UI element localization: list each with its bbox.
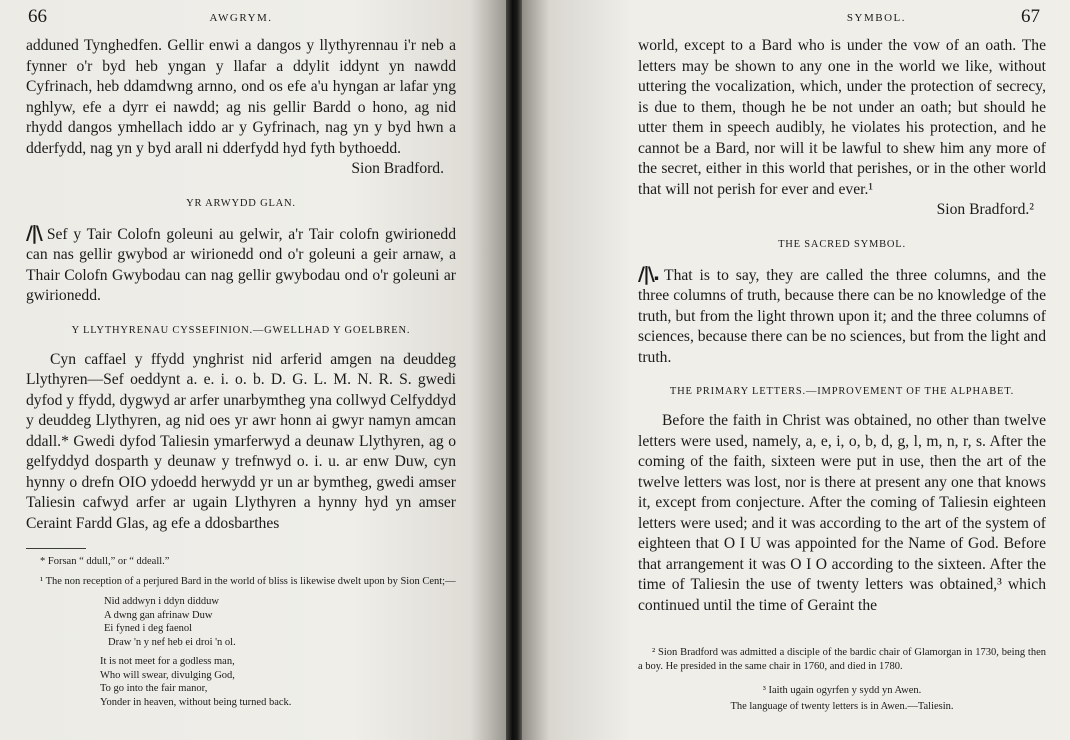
book-gutter <box>506 0 522 740</box>
english-poem <box>100 655 456 709</box>
left-signature: Sion Bradford. <box>351 160 444 177</box>
three-rays-symbol-icon: /|\ <box>26 221 41 244</box>
right-running-title: SYMBOL. <box>846 12 906 24</box>
left-running-head <box>26 6 456 32</box>
three-rays-symbol-icon: /|\. <box>638 262 659 285</box>
right-page-number: 67 <box>1021 6 1040 27</box>
left-paragraph-1: adduned Tynghedfen. Gellir enwi a dangos y llythyrennau i'r neb a fynner o'r byd heb yngan y llafar a ddylit iddynt yn nawdd Cyfrinach, heb ddamdwng arnno, ond os efe a'u hyngan ar lafar yng nghlyw, efe a dyrr ei nawdd; ag nis gellir Bardd o hono, ag nid rhydd dangos ymhellach iddo ar y Gyfrinach, nag yn y byd hwn a dderfydd, nag yn y byd arall ni dderfydd hyd fyth bythoedd. <box>26 37 456 157</box>
right-paragraph-2-text: That is to say, they are called the three columns, and the three columns of truth, because there can be no knowledge of the truth, but from the light thrown upon it; and the three columns of sciences, because there can be no sciences, but from the light and truth. <box>638 266 1046 366</box>
poem-line: Ei fyned i deg faenol <box>104 623 193 634</box>
right-paragraph-2 <box>638 264 1046 369</box>
left-heading-sacred-symbol: YR ARWYDD GLAN. <box>186 197 296 209</box>
right-footnote-2: ² Sion Bradford was admitted a disciple of the bardic chair of Glamorgan in 1730, being then a boy. He presided in the same chair in 1760, and died in 1780. <box>638 647 1046 672</box>
left-footnote-star: * Forsan “ ddull,” or “ ddeall.” <box>40 556 170 567</box>
right-heading-sacred-symbol: THE SACRED SYMBOL. <box>778 238 906 250</box>
left-paragraph-3: Cyn caffael y ffydd ynghrist nid arferid amgen na deuddeg Llythyren—Sef oeddynt a. e. i. o. b. D. G. L. M. N. R. S. gwedi dyfod y ffydd, dygwyd ar arfer unarbymtheg yna collwyd Celfyddyd y deuddeg Llythyren, ag nid oes yr awr honn ai gwyr namyn amcan ddall.* Gwedi dyfod Taliesin ymarferwyd a deunaw Llythyren, ag o gelfyddyd dosparth y deunaw y trefnwyd o. i. u. ar enw Duw, cyn hynny o drefn OIO ydoedd herwydd yr un ar bymtheg, gwedi amser Taliesin cafwyd arfer ar ugain Llythyren a hynny hyd yn amser Ceraint Fardd Glas, ag efe a ddosbarthes <box>26 350 456 532</box>
poem-line: Yonder in heaven, without being turned back. <box>100 696 292 708</box>
right-footnotes <box>638 646 1046 714</box>
right-footnote-3-english: The language of twenty letters is in Awen.—Taliesin. <box>730 701 954 712</box>
poem-line: Nid addwyn i ddyn didduw <box>104 596 219 607</box>
left-paragraph-2-text: Sef y Tair Colofn goleuni au gelwir, a'r Tair colofn gwirionedd can nas gellir gwybod ar wirionedd ond o'r goleuni a geir arnaw, a Thair Colofn Gwybodau can nag gellir gwybodau ond o'r goleuni ar gwirionedd. <box>26 225 456 304</box>
left-footnote-rule <box>26 548 86 549</box>
welsh-poem <box>104 595 456 649</box>
poem-line: It is not meet for a godless man, <box>100 656 235 667</box>
right-heading-primary-letters: THE PRIMARY LETTERS.—IMPROVEMENT OF THE ALPHABET. <box>669 386 1015 397</box>
right-running-head <box>638 6 1046 32</box>
right-paragraph-1: world, except to a Bard who is under the vow of an oath. The letters may be shown to any one in the world we like, without uttering the vocalization, which, under the protection of secrecy, is due to them, though he be not under an oath; but should he utter them in speech audibly, he violates his protection, and he cannot be a Bard, nor will it be lawful to shew him any more of the secret, either in this world that perishes, or in the other world that will not perish for ever and ever.¹ <box>638 37 1046 198</box>
left-paragraph-2 <box>26 223 456 307</box>
left-heading-primary-letters: Y LLYTHYRENAU CYSSEFINION.—GWELLHAD Y GOELBREN. <box>71 324 411 336</box>
poem-line: Who will swear, divulging God, <box>100 669 235 681</box>
poem-line: To go into the fair manor, <box>100 683 208 694</box>
left-running-title: AWGRYM. <box>209 12 273 24</box>
right-paragraph-3: Before the faith in Christ was obtained, no other than twelve letters were used, namely, a, e, i, o, b, d, g, l, m, n, r, s. After the coming of the faith, sixteen were put in use, then the art of the twelve letters was lost, nor is there at present any one that knows it, except from conjecture. After the coming of Taliesin eighteen letters were used; and it was according to the art of the system of eighteen that O I U was appointed for the Name of God. Before that arrangement it was O I O according to the sixteen. After the time of Taliesin the use of twenty letters was obtained,³ which continued until the time of Geraint the <box>638 412 1046 614</box>
right-signature: Sion Bradford.² <box>936 201 1034 218</box>
poem-line: Draw 'n y nef heb ei droi 'n ol. <box>108 636 236 648</box>
right-footnote-3-welsh: ³ Iaith ugain ogyrfen y sydd yn Awen. <box>762 685 922 696</box>
right-page <box>522 0 1070 740</box>
left-footnote-1: ¹ The non reception of a perjured Bard in the world of bliss is likewise dwelt upon by Sion Cent;— <box>40 576 456 587</box>
left-page <box>0 0 506 740</box>
left-page-number: 66 <box>28 6 47 27</box>
poem-line: A dwng gan afrinaw Duw <box>104 609 213 621</box>
